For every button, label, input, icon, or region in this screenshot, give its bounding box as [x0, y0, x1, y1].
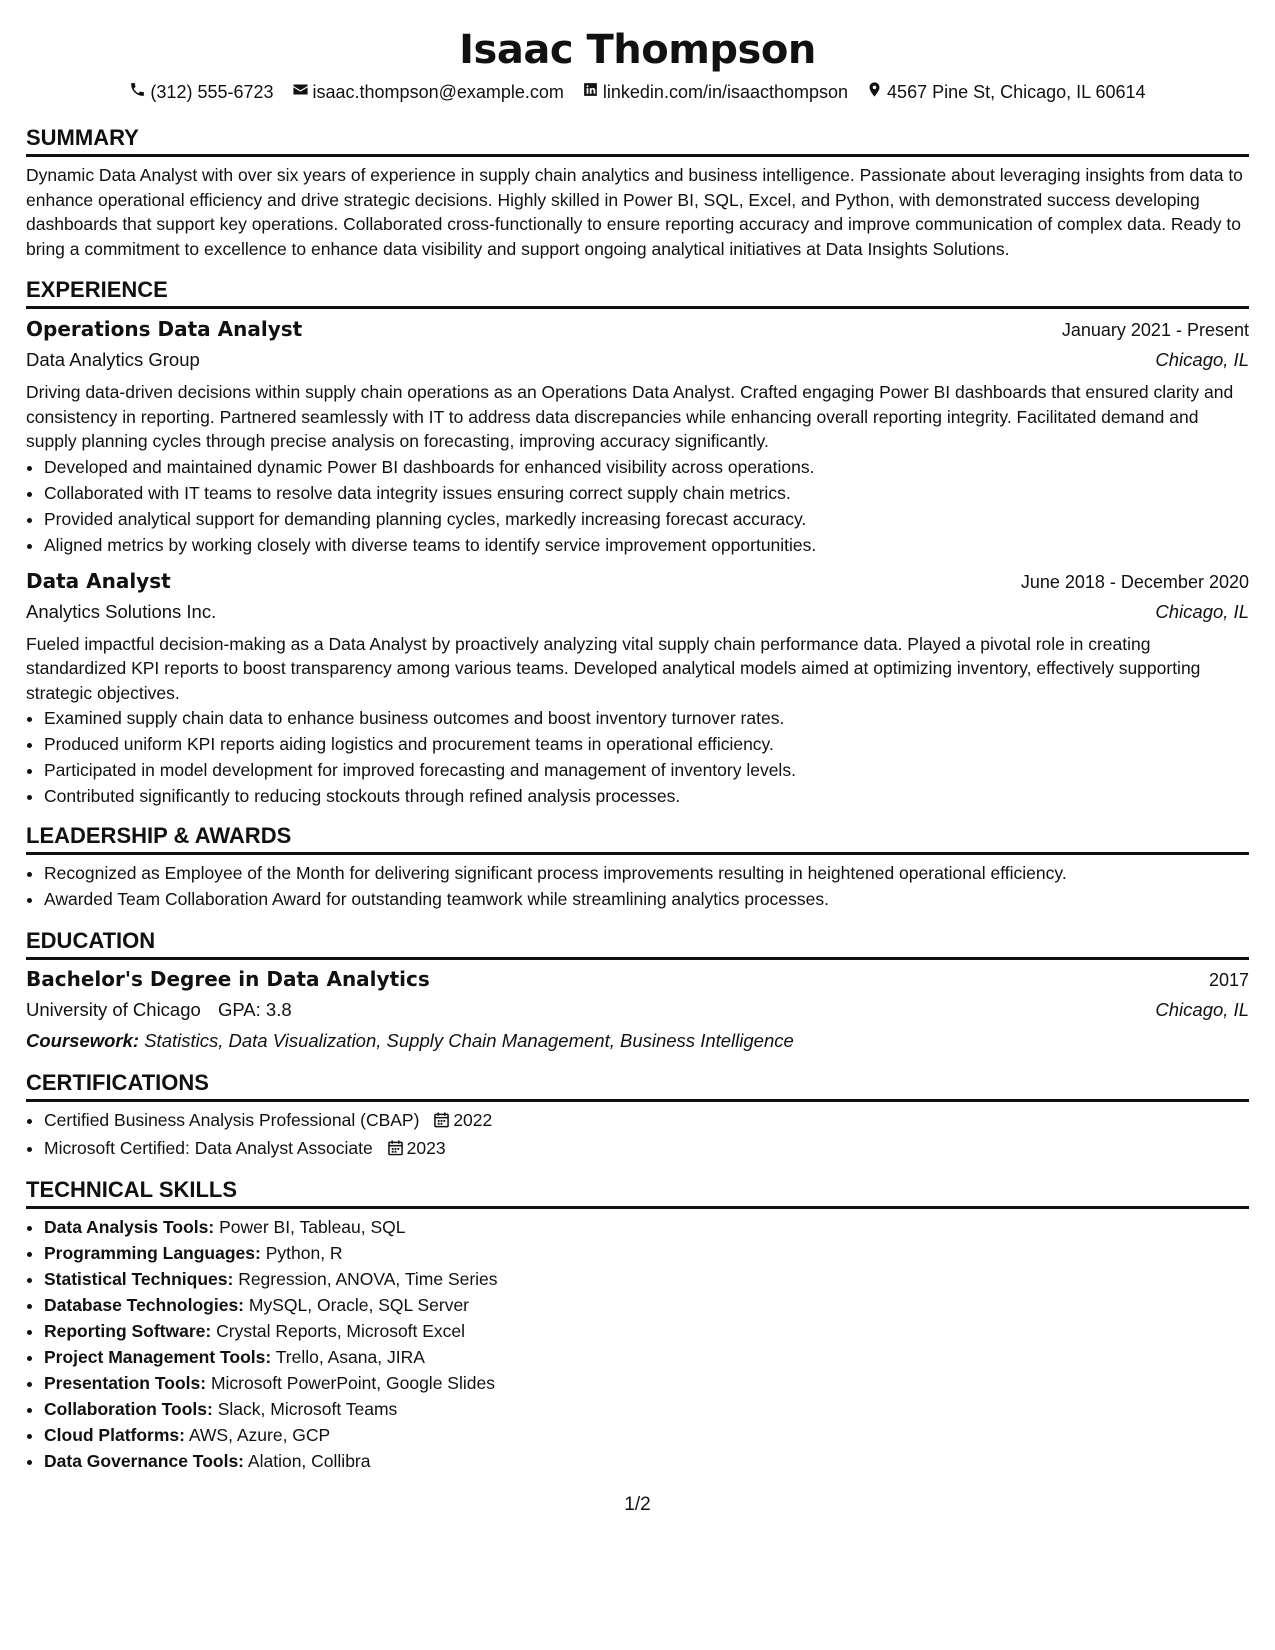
list-item: [44, 1240, 1249, 1266]
skill-value: Microsoft PowerPoint, Google Slides: [210, 1373, 495, 1393]
job-entry: [26, 566, 1249, 810]
gpa-text: GPA: 3.8: [217, 999, 292, 1020]
skill-value: Slack, Microsoft Teams: [217, 1399, 398, 1419]
certifications-section: [26, 1069, 1249, 1163]
list-item: [44, 1318, 1249, 1344]
list-item: • Awarded Team Collaboration Award for outstanding teamwork while streamlining analytics processes.: [44, 886, 1249, 912]
skill-value: Regression, ANOVA, Time Series: [238, 1269, 498, 1289]
summary-heading: SUMMARY: [26, 124, 1249, 157]
resume-page: [26, 0, 1249, 1474]
skill-label: Data Analysis Tools:: [44, 1217, 215, 1237]
certification-name: Microsoft Certified: Data Analyst Associate: [44, 1138, 373, 1158]
list-item: • Provided analytical support for demanding planning cycles, markedly increasing forecast accuracy.: [44, 506, 1249, 532]
skill-value: Crystal Reports, Microsoft Excel: [216, 1321, 466, 1341]
skill-value: Power BI, Tableau, SQL: [219, 1217, 406, 1237]
skill-label: Collaboration Tools:: [44, 1399, 213, 1419]
skill-value: Trello, Asana, JIRA: [275, 1347, 425, 1367]
list-item: [44, 1135, 1249, 1163]
job-title: Data Analyst: [26, 568, 171, 593]
list-item: • Aligned metrics by working closely with diverse teams to identify service improvement opportunities.: [44, 532, 1249, 558]
coursework-line: [26, 1026, 1249, 1056]
job-description: Driving data-driven decisions within supply chain operations as an Operations Data Analyst. Crafted engaging Power BI dashboards that ensured clarity and consistency in reporting. Partnered seamlessly with IT to address data discrepancies while enhancing overall reporting integrity. Facilitated demand and supply planning cycles through precise analysis on forecasting, improving accuracy significantly.: [26, 382, 1234, 451]
list-item: • Developed and maintained dynamic Power BI dashboards for enhanced visibility across operations.: [44, 454, 1249, 480]
contact-address: [866, 81, 1146, 103]
experience-heading: EXPERIENCE: [26, 276, 1249, 309]
leadership-bullets: [26, 860, 1249, 912]
skill-label: Cloud Platforms:: [44, 1425, 185, 1445]
skill-label: Programming Languages:: [44, 1243, 261, 1263]
job-dates: June 2018 - December 2020: [1020, 571, 1249, 592]
school-location: Chicago, IL: [1155, 999, 1249, 1020]
linkedin-icon: [582, 81, 599, 103]
job-bullets: [26, 705, 1249, 809]
phone-text: (312) 555-6723: [150, 81, 274, 102]
experience-section: [26, 276, 1249, 809]
certifications-list: [26, 1107, 1249, 1163]
summary-text: Dynamic Data Analyst with over six years of experience in supply chain analytics and business intelligence. Passionate about leveraging insights from data to enhance operational efficiency and drive strategic decisions. Highly skilled in Power BI, SQL, Excel, and Python, with demonstrated success developing dashboards that support key operations. Collaborated cross-functionally to ensure reporting accuracy and improve communication of complex data. Ready to bring a commitment to excellence to enhance data visibility and support ongoing analytical initiatives at Data Insights Solutions.: [26, 165, 1243, 259]
calendar-icon: [388, 1137, 403, 1163]
job-description: Fueled impactful decision-making as a Data Analyst by proactively analyzing vital supply chain performance data. Played a pivotal role in creating standardized KPI reports to boost transparency among various teams. Developed analytical models aimed at optimizing inventory, effectively supporting strategic objectives.: [26, 633, 1201, 703]
job-location: Chicago, IL: [1155, 349, 1249, 370]
list-item: [44, 1266, 1249, 1292]
list-item: [44, 1396, 1249, 1422]
phone-icon: [129, 81, 146, 103]
list-item: • Recognized as Employee of the Month for delivering significant process improvements resulting in heightened operational efficiency.: [44, 860, 1249, 886]
job-bullets: [26, 454, 1249, 558]
skill-value: Alation, Collibra: [247, 1451, 371, 1471]
list-item: • Participated in model development for improved forecasting and management of inventory levels.: [44, 757, 1249, 783]
candidate-name: Isaac Thompson: [459, 27, 816, 73]
coursework-list: Statistics, Data Visualization, Supply Chain Management, Business Intelligence: [144, 1030, 794, 1051]
education-section: [26, 927, 1249, 1056]
skill-label: Reporting Software:: [44, 1321, 212, 1341]
skill-label: Statistical Techniques:: [44, 1269, 234, 1289]
list-item: [44, 1344, 1249, 1370]
graduation-year: 2017: [1208, 970, 1249, 990]
list-item: • Examined supply chain data to enhance business outcomes and boost inventory turnover rates.: [44, 705, 1249, 731]
certification-year: 2022: [453, 1110, 493, 1130]
certification-name: Certified Business Analysis Professional (CBAP): [44, 1110, 420, 1130]
skill-label: Presentation Tools:: [44, 1373, 207, 1393]
list-item: • Collaborated with IT teams to resolve data integrity issues ensuring correct supply chain metrics.: [44, 480, 1249, 506]
list-item: [44, 1107, 1249, 1135]
skill-label: Data Governance Tools:: [44, 1451, 245, 1471]
education-heading: EDUCATION: [26, 927, 1249, 960]
list-item: [44, 1422, 1249, 1448]
summary-section: [26, 124, 1249, 261]
company-name: Analytics Solutions Inc.: [26, 600, 217, 622]
list-item: [44, 1214, 1249, 1240]
coursework-label: Coursework:: [26, 1030, 140, 1051]
skill-value: Python, R: [265, 1243, 343, 1263]
job-location: Chicago, IL: [1155, 600, 1249, 622]
leadership-heading: LEADERSHIP & AWARDS: [26, 822, 1249, 855]
email-link[interactable]: isaac.thompson@example.com: [312, 81, 564, 102]
contact-bar: [26, 79, 1249, 105]
linkedin-link[interactable]: linkedin.com/in/isaacthompson: [602, 81, 849, 102]
job-title: Operations Data Analyst: [26, 317, 303, 341]
job-dates: January 2021 - Present: [1061, 320, 1249, 340]
list-item: [44, 1370, 1249, 1396]
certification-year: 2023: [406, 1138, 446, 1158]
page-number: 1/2: [624, 1494, 651, 1515]
skill-label: Database Technologies:: [44, 1295, 245, 1315]
contact-linkedin[interactable]: [582, 81, 848, 103]
company-name: Data Analytics Group: [26, 349, 200, 370]
envelope-icon: [292, 81, 309, 103]
contact-email[interactable]: [292, 81, 564, 103]
calendar-icon: [434, 1109, 449, 1135]
map-pin-icon: [866, 81, 883, 103]
skills-heading: TECHNICAL SKILLS: [26, 1176, 1249, 1209]
school-name: University of Chicago: [26, 999, 201, 1020]
skill-value: AWS, Azure, GCP: [188, 1425, 331, 1445]
skill-label: Project Management Tools:: [44, 1347, 272, 1367]
leadership-section: [26, 822, 1249, 912]
skills-section: [26, 1176, 1249, 1474]
degree-title: Bachelor's Degree in Data Analytics: [26, 967, 430, 991]
list-item: [44, 1292, 1249, 1318]
job-entry: [26, 314, 1249, 558]
address-text: 4567 Pine St, Chicago, IL 60614: [887, 81, 1146, 102]
skill-value: MySQL, Oracle, SQL Server: [248, 1295, 469, 1315]
list-item: [44, 1448, 1249, 1474]
certifications-heading: CERTIFICATIONS: [26, 1069, 1249, 1102]
list-item: • Produced uniform KPI reports aiding logistics and procurement teams in operational efficiency.: [44, 731, 1249, 757]
skills-list: [26, 1214, 1249, 1474]
list-item: • Contributed significantly to reducing stockouts through refined analysis processes.: [44, 783, 1249, 809]
contact-phone: [129, 81, 273, 103]
